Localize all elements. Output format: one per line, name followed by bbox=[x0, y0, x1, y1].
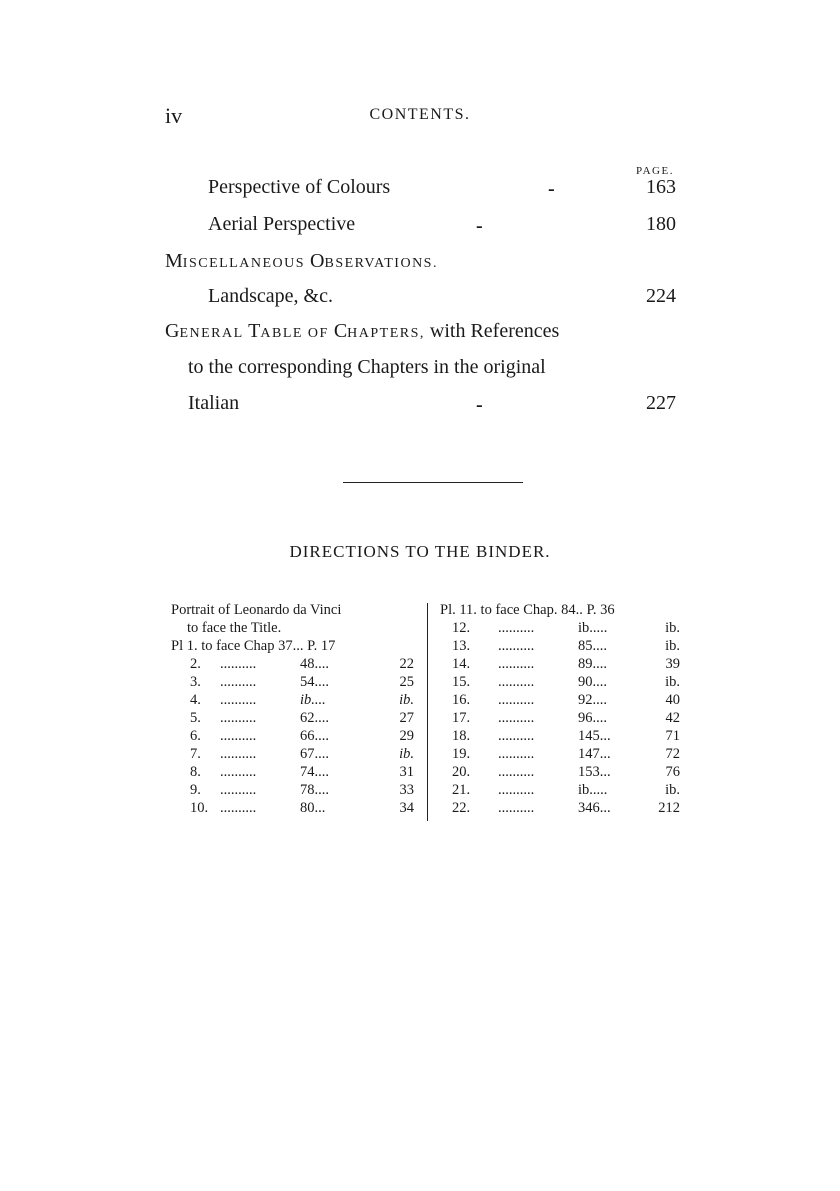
plate-number: 3. bbox=[190, 674, 201, 690]
leader-dots: .......... bbox=[498, 656, 535, 672]
plate-1-entry: Pl 1. to face Chap 37... P. 17 bbox=[171, 638, 336, 654]
plate-row bbox=[190, 728, 414, 745]
portrait-entry-line2: to face the Title. bbox=[187, 620, 282, 636]
plate-number: 12. bbox=[452, 620, 471, 636]
chapter-ref: 66.... bbox=[300, 728, 329, 744]
plate-row bbox=[452, 710, 680, 727]
plate-number: 2. bbox=[190, 656, 201, 672]
plate-row bbox=[190, 656, 414, 673]
page-ref: 212 bbox=[658, 800, 680, 816]
page-ref: 40 bbox=[665, 692, 680, 708]
plate-row bbox=[452, 800, 680, 817]
leader-dots: .......... bbox=[498, 764, 535, 780]
plate-row bbox=[190, 782, 414, 799]
page-ref: ib. bbox=[665, 620, 680, 636]
page-ref: ib. bbox=[665, 674, 680, 690]
toc-heading-miscellaneous-observations: MISCELLANEOUS OBSERVATIONS. bbox=[165, 250, 438, 272]
plate-row bbox=[190, 746, 414, 763]
plate-number: 17. bbox=[452, 710, 471, 726]
chapter-ref: 92.... bbox=[578, 692, 607, 708]
toc-page: 180 bbox=[646, 213, 676, 235]
chapter-ref: ib.... bbox=[300, 692, 326, 708]
page-ref: ib. bbox=[665, 638, 680, 654]
plate-number: 7. bbox=[190, 746, 201, 762]
leader-dots: .......... bbox=[498, 710, 535, 726]
chapter-ref: 48.... bbox=[300, 656, 329, 672]
plate-number: 8. bbox=[190, 764, 201, 780]
toc-page: 224 bbox=[646, 285, 676, 307]
plate-row bbox=[452, 764, 680, 781]
page-ref: 39 bbox=[665, 656, 680, 672]
toc-page: 227 bbox=[646, 392, 676, 414]
page-ref: 42 bbox=[665, 710, 680, 726]
plate-row bbox=[190, 764, 414, 781]
page-title: CONTENTS. bbox=[369, 106, 471, 123]
toc-dash: - bbox=[476, 215, 483, 237]
chapter-ref: ib..... bbox=[578, 620, 608, 636]
plate-number: 5. bbox=[190, 710, 201, 726]
chapter-ref: 90.... bbox=[578, 674, 607, 690]
plate-number: 18. bbox=[452, 728, 471, 744]
plate-number: 14. bbox=[452, 656, 471, 672]
page-ref: ib. bbox=[399, 746, 414, 762]
leader-dots: .......... bbox=[498, 674, 535, 690]
chapter-ref: 54.... bbox=[300, 674, 329, 690]
page-ref: 27 bbox=[399, 710, 414, 726]
plate-row bbox=[452, 620, 680, 637]
toc-dash: - bbox=[476, 394, 483, 416]
plate-row bbox=[190, 692, 414, 709]
directions-title: DIRECTIONS TO THE BINDER. bbox=[289, 542, 551, 561]
leader-dots: .......... bbox=[498, 746, 535, 762]
leader-dots: .......... bbox=[220, 710, 257, 726]
plate-number: 10. bbox=[190, 800, 209, 816]
plate-row bbox=[190, 710, 414, 727]
page-ref: 33 bbox=[399, 782, 414, 798]
leader-dots: .......... bbox=[498, 692, 535, 708]
chapter-ref: 80... bbox=[300, 800, 326, 816]
page-number: iv bbox=[165, 103, 183, 128]
plate-number: 13. bbox=[452, 638, 471, 654]
chapter-ref: 62.... bbox=[300, 710, 329, 726]
page-ref: ib. bbox=[665, 782, 680, 798]
page-ref: 22 bbox=[399, 656, 414, 672]
chapter-ref: ib..... bbox=[578, 782, 608, 798]
plate-number: 20. bbox=[452, 764, 471, 780]
plate-row bbox=[452, 656, 680, 673]
toc-entry-perspective-of-colours: Perspective of Colours bbox=[208, 176, 391, 198]
page-ref: 34 bbox=[399, 800, 414, 816]
chapter-ref: 147... bbox=[578, 746, 611, 762]
toc-entry-italian: Italian bbox=[188, 392, 240, 414]
leader-dots: .......... bbox=[220, 746, 257, 762]
page-ref: 29 bbox=[399, 728, 414, 744]
chapter-ref: 96.... bbox=[578, 710, 607, 726]
plate-number: 15. bbox=[452, 674, 471, 690]
column-divider bbox=[427, 603, 428, 821]
leader-dots: .......... bbox=[498, 620, 535, 636]
toc-entry-aerial-perspective: Aerial Perspective bbox=[208, 213, 356, 235]
page-column-label: PAGE. bbox=[636, 165, 674, 177]
chapter-ref: 153... bbox=[578, 764, 611, 780]
plate-row bbox=[452, 728, 680, 745]
portrait-entry: Portrait of Leonardo da Vinci bbox=[171, 602, 342, 618]
chapter-ref: 145... bbox=[578, 728, 611, 744]
leader-dots: .......... bbox=[220, 800, 257, 816]
plate-row bbox=[190, 674, 414, 691]
plate-row bbox=[452, 674, 680, 691]
leader-dots: .......... bbox=[220, 782, 257, 798]
toc-entry-landscape: Landscape, &c. bbox=[208, 285, 333, 307]
toc-heading-general-table: GENERAL TABLE OF CHAPTERS, with References bbox=[165, 320, 560, 342]
chapter-ref: 85.... bbox=[578, 638, 607, 654]
plate-number: 16. bbox=[452, 692, 471, 708]
toc-entry-general-table-line2: to the corresponding Chapters in the original bbox=[188, 356, 546, 378]
leader-dots: .......... bbox=[220, 656, 257, 672]
plate-number: 19. bbox=[452, 746, 471, 762]
leader-dots: .......... bbox=[220, 764, 257, 780]
plate-row bbox=[452, 638, 680, 655]
page-ref: 31 bbox=[399, 764, 414, 780]
leader-dots: .......... bbox=[220, 692, 257, 708]
plate-row bbox=[452, 692, 680, 709]
plate-row bbox=[452, 746, 680, 763]
page-ref: 25 bbox=[399, 674, 414, 690]
chapter-ref: 74.... bbox=[300, 764, 329, 780]
page-ref: 71 bbox=[665, 728, 680, 744]
section-rule bbox=[343, 482, 523, 483]
chapter-ref: 67.... bbox=[300, 746, 329, 762]
plate-number: 4. bbox=[190, 692, 201, 708]
plate-number: 6. bbox=[190, 728, 201, 744]
plate-number: 22. bbox=[452, 800, 471, 816]
leader-dots: .......... bbox=[498, 782, 535, 798]
leader-dots: .......... bbox=[498, 638, 535, 654]
leader-dots: .......... bbox=[498, 728, 535, 744]
leader-dots: .......... bbox=[220, 674, 257, 690]
leader-dots: .......... bbox=[498, 800, 535, 816]
page-ref: ib. bbox=[399, 692, 414, 708]
toc-page: 163 bbox=[646, 176, 676, 198]
plate-row bbox=[452, 782, 680, 799]
page-ref: 72 bbox=[665, 746, 680, 762]
chapter-ref: 346... bbox=[578, 800, 611, 816]
plate-row bbox=[190, 800, 414, 817]
plate-number: 9. bbox=[190, 782, 201, 798]
chapter-ref: 78.... bbox=[300, 782, 329, 798]
plate-number: 21. bbox=[452, 782, 471, 798]
page-ref: 76 bbox=[665, 764, 680, 780]
plate-11-entry: Pl. 11. to face Chap. 84.. P. 36 bbox=[440, 602, 615, 618]
chapter-ref: 89.... bbox=[578, 656, 607, 672]
toc-dash: - bbox=[548, 178, 555, 200]
leader-dots: .......... bbox=[220, 728, 257, 744]
